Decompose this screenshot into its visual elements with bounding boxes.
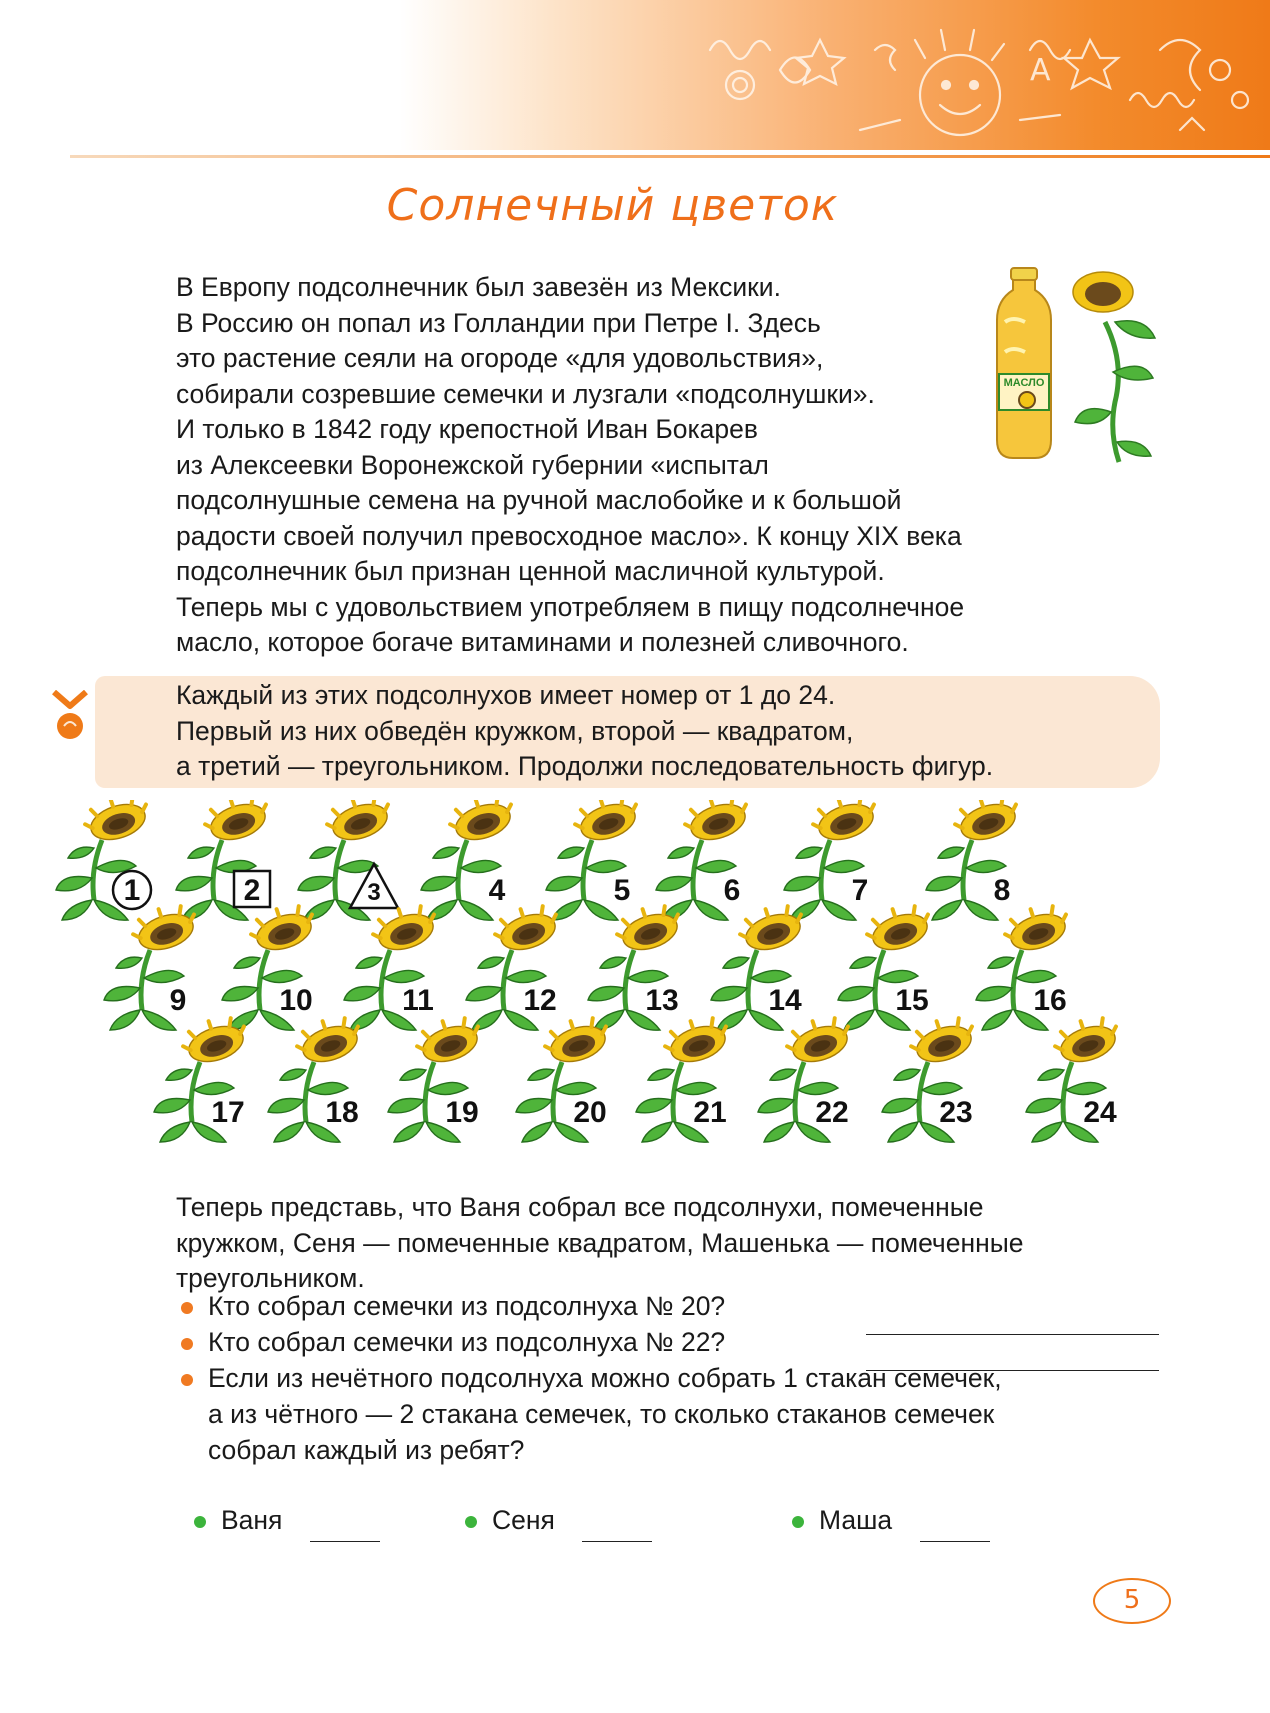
scenario-line: Теперь представь, что Ваня собрал все подсолнухи, помеченные [176, 1192, 984, 1222]
page-number: 5 [1093, 1578, 1171, 1624]
page-title: Солнечный цветок [386, 180, 839, 231]
doodle-decoration-icon [700, 10, 1260, 150]
intro-line: В Россию он попал из Голландии при Петре I. Здесь [176, 307, 821, 338]
sunflower-number: 3 [367, 879, 381, 906]
name-senya: Сеня [492, 1505, 555, 1535]
answer-field-1[interactable] [866, 1334, 1159, 1335]
bullet-icon [465, 1516, 477, 1528]
question-2: Кто собрал семечки из подсолнуха № 22? [208, 1327, 726, 1357]
sunflower-number: 1 [123, 874, 141, 907]
task-line: Первый из них обведён кружком, второй — квадратом, [176, 715, 854, 746]
sunflower-number: 24 [1083, 1096, 1117, 1129]
sunflower [268, 1011, 365, 1142]
intro-line: подсолнечник был признан ценной масличной культурой. [176, 556, 885, 586]
sunflower-number: 8 [993, 874, 1011, 907]
sunflower [388, 1011, 485, 1142]
task-line: а третий — треугольником. Продолжи последовательность фигур. [176, 751, 994, 781]
sunflower [656, 800, 753, 920]
sunflower-number: 9 [169, 984, 187, 1017]
answer-field-vanya[interactable] [310, 1541, 380, 1542]
sunflower-number: 5 [613, 874, 631, 907]
question-3-line: Если из нечётного подсолнуха можно собрать 1 стакан семечек, [208, 1363, 1002, 1393]
sunflower-number: 4 [488, 874, 506, 907]
sunflower-number: 20 [573, 1096, 607, 1129]
sunflower-field [0, 800, 1270, 1180]
sunflower-number: 12 [523, 984, 557, 1017]
intro-line: подсолнушные семена на ручной маслобойке и к большой [176, 485, 902, 515]
answer-field-senya[interactable] [582, 1541, 652, 1542]
sunflower [516, 1011, 613, 1142]
sunflower [421, 800, 518, 920]
intro-line: радости своей получил превосходное масло». К концу XIX века [176, 520, 962, 551]
task-marker-icon [52, 690, 88, 742]
sunflower [926, 800, 1023, 920]
intro-line: В Европу подсолнечник был завезён из Мексики. [176, 272, 781, 302]
sunflower [882, 1011, 979, 1142]
question-1: Кто собрал семечки из подсолнуха № 20? [208, 1291, 726, 1321]
task-line: Каждый из этих подсолнухов имеет номер от 1 до 24. [176, 680, 836, 710]
sunflower-number: 17 [211, 1096, 245, 1129]
intro-line: И только в 1842 году крепостной Иван Бокарев [176, 414, 758, 444]
sunflower [546, 800, 643, 920]
sunflower-number: 11 [402, 984, 434, 1017]
intro-line: это растение сеяли на огороде «для удовольствия», [176, 343, 824, 373]
sunflower-number: 16 [1033, 984, 1067, 1017]
sunflower [176, 800, 273, 920]
scenario-paragraph [176, 1190, 1176, 1297]
sunflower [636, 1011, 733, 1142]
bullet-icon [792, 1516, 804, 1528]
question-3-line: а из чётного — 2 стакана семечек, то сколько стаканов семечек [208, 1399, 995, 1429]
sunflower-number: 19 [445, 1096, 479, 1129]
sunflower [154, 1011, 251, 1142]
bottle-label: МАСЛО [1003, 377, 1045, 389]
name-vanya: Ваня [221, 1505, 283, 1535]
sunflower-number: 13 [645, 984, 679, 1017]
intro-line: масло, которое богаче витаминами и полезней сливочного. [176, 627, 909, 657]
bullet-icon [194, 1516, 206, 1528]
intro-line: из Алексеевки Воронежской губернии «испытал [176, 449, 769, 480]
sunflower-number: 23 [939, 1096, 973, 1129]
sunflower-number: 21 [693, 1096, 727, 1129]
bullet-icon [181, 1338, 193, 1350]
sunflower [758, 1011, 855, 1142]
answer-field-masha[interactable] [920, 1541, 990, 1542]
sunflower-number: 2 [243, 874, 261, 907]
sunflower [1026, 1011, 1123, 1142]
scenario-line: кружком, Сеня — помеченные квадратом, Машенька — помеченные [176, 1227, 1024, 1258]
sunflower-number: 6 [723, 874, 741, 907]
task-instructions [176, 678, 1156, 785]
sunflower-number: 15 [895, 984, 929, 1017]
sunflower-number: 22 [815, 1096, 849, 1129]
sunflower [298, 800, 398, 920]
intro-paragraph [176, 270, 1106, 661]
scenario-line: треугольником. [176, 1263, 365, 1293]
name-masha: Маша [819, 1505, 893, 1535]
bullet-icon [181, 1374, 193, 1386]
sunflower-number: 18 [325, 1096, 359, 1129]
bullet-icon [181, 1302, 193, 1314]
sunflower [784, 800, 881, 920]
question-3-line: собрал каждый из ребят? [208, 1435, 525, 1465]
sunflower-number: 14 [768, 984, 802, 1017]
header-divider [70, 155, 1270, 158]
sunflower [56, 800, 153, 920]
sunflower-number: 10 [279, 984, 313, 1017]
sunflower-number: 7 [851, 874, 869, 907]
intro-line: собирали созревшие семечки и лузгали «подсолнушки». [176, 378, 875, 409]
intro-line: Теперь мы с удовольствием употребляем в пищу подсолнечное [176, 591, 965, 622]
svg-text:A: A [1030, 53, 1051, 88]
oil-bottle-illustration [985, 262, 1165, 470]
